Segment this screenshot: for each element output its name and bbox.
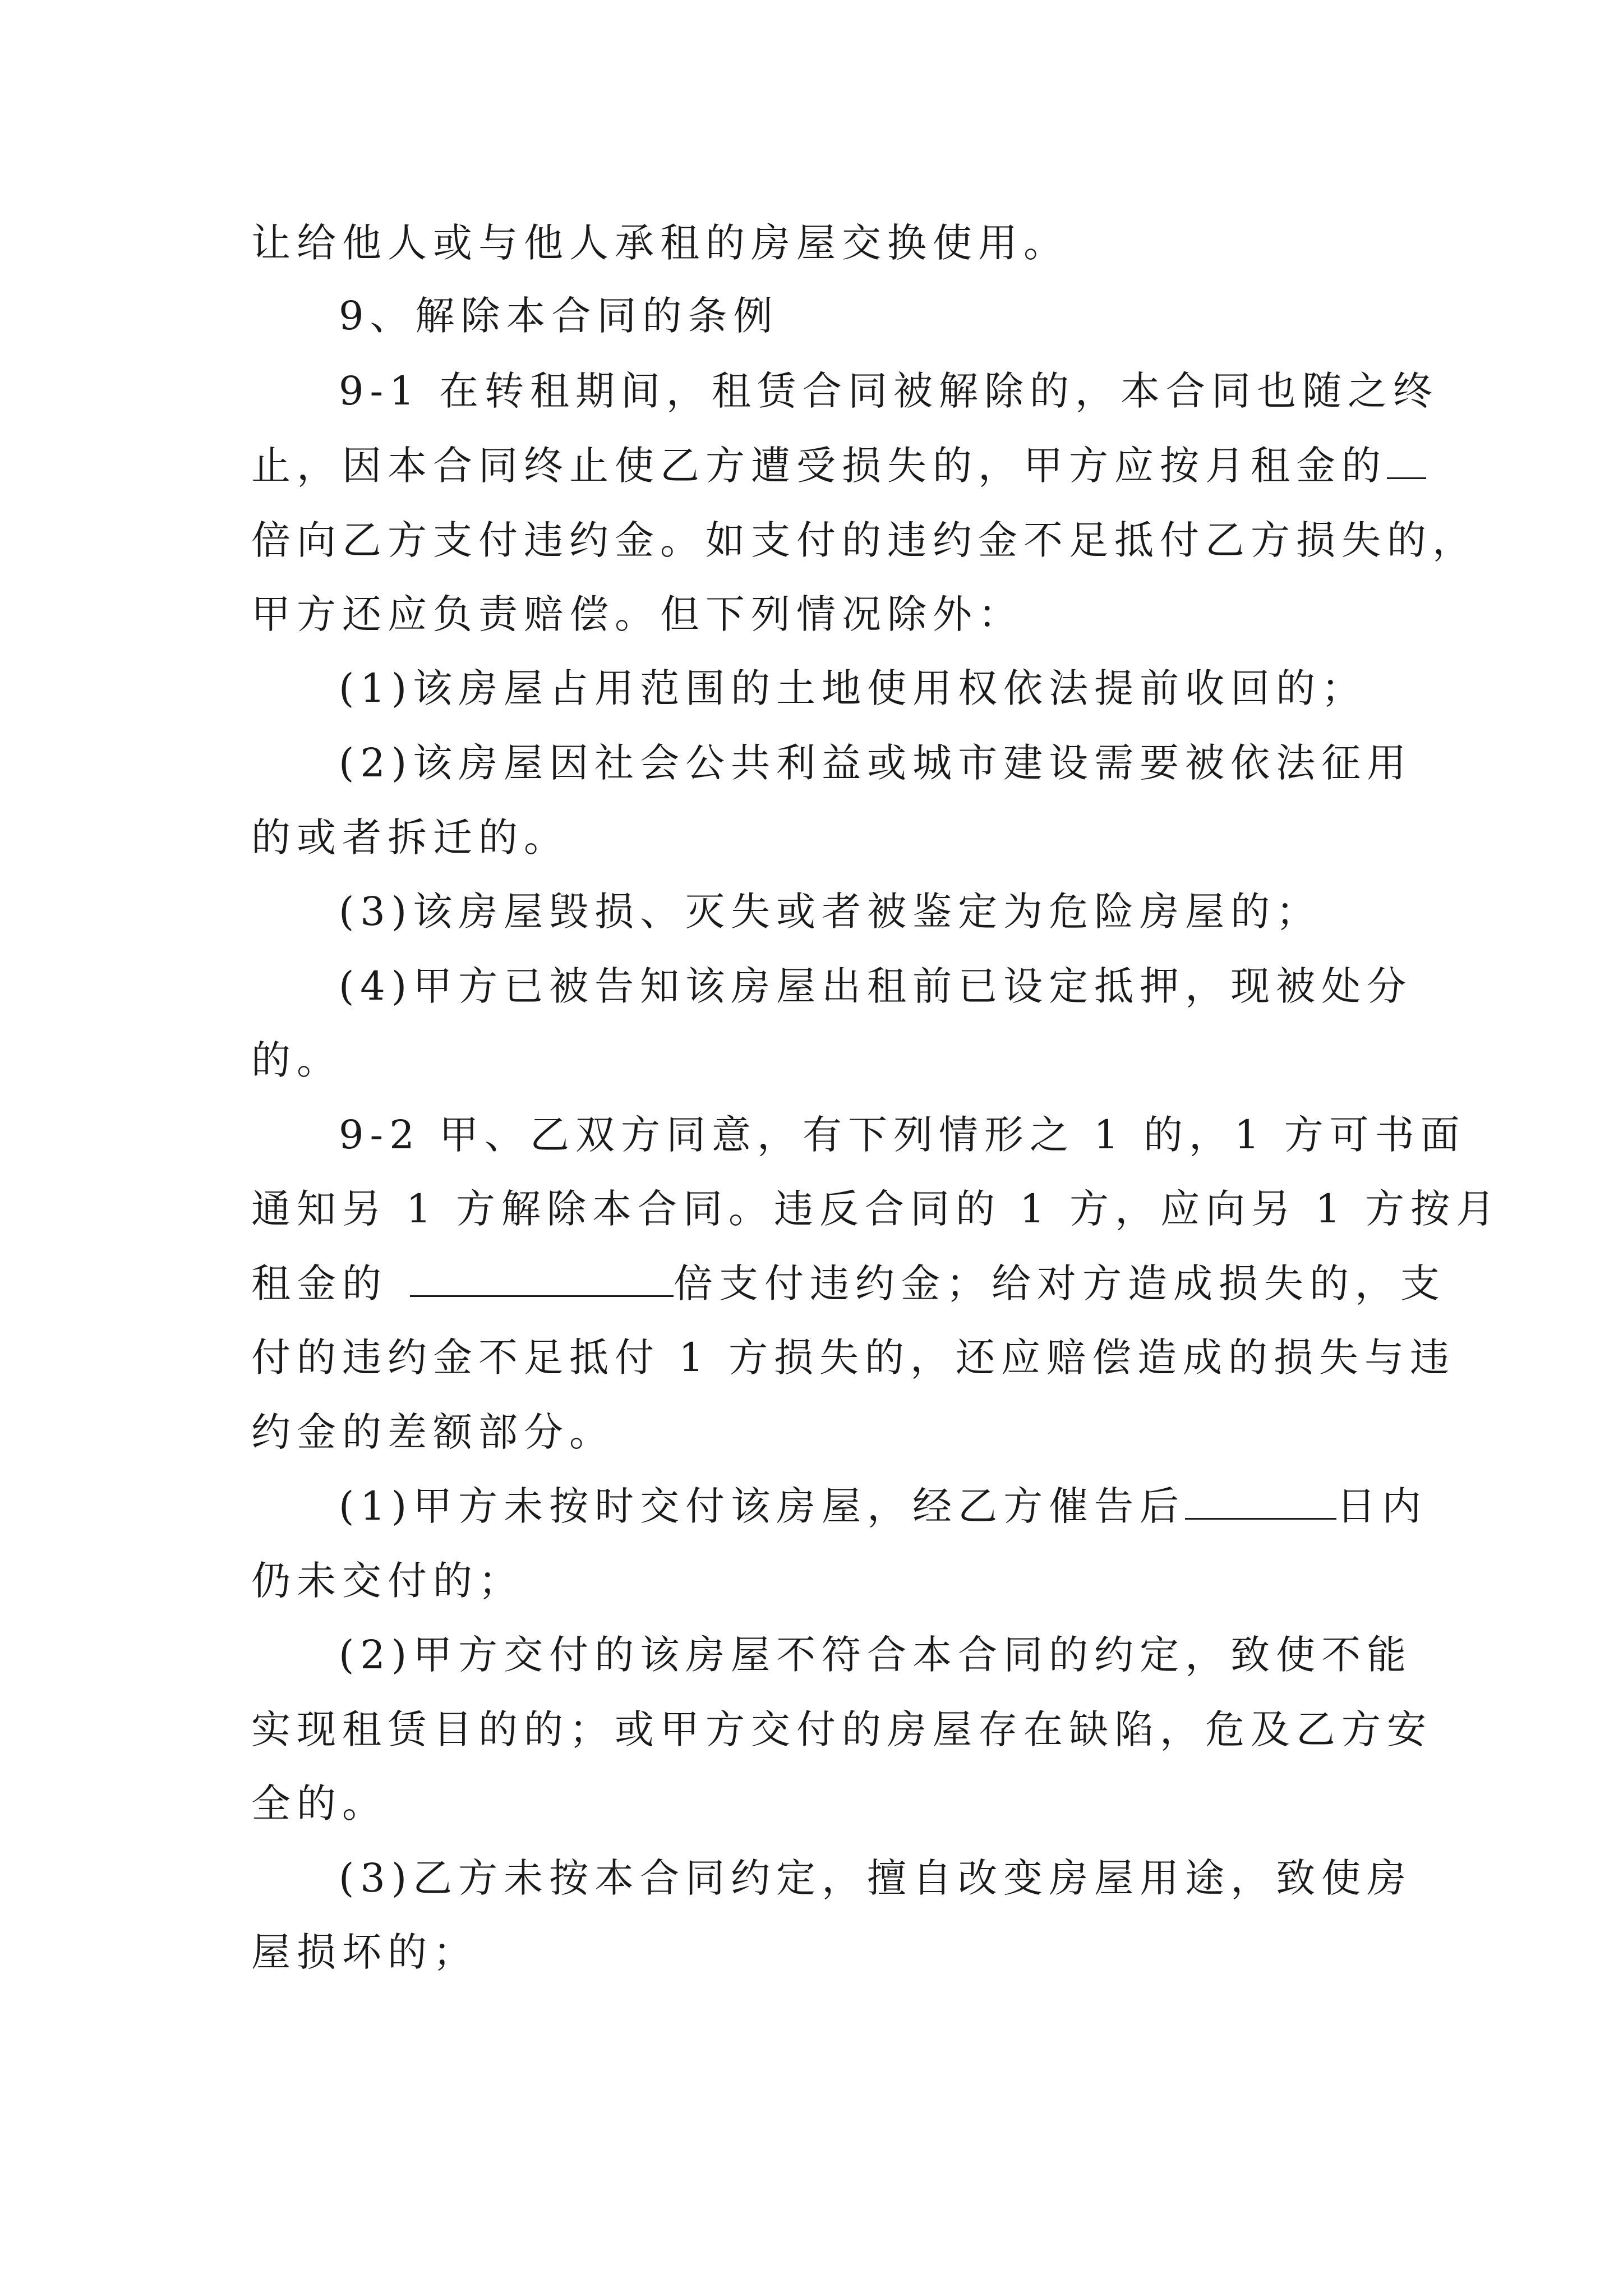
text-segment: 止，因本合同终止使乙方遭受损失的，甲方应按月租金的 [251, 443, 1387, 489]
text-line: 甲方还应负责赔偿。但下列情况除外： [251, 591, 1023, 637]
fill-in-blank [410, 1263, 674, 1297]
text-segment: 日内 [1336, 1483, 1428, 1529]
fill-in-blank [1387, 445, 1426, 479]
text-line: 仍未交付的； [251, 1558, 524, 1604]
text-line: 9-1 在转租期间，租赁合同被解除的，本合同也随之终 [339, 368, 1438, 414]
list-item: (2)该房屋因社会公共利益或城市建设需要被依法征用 [339, 740, 1413, 786]
section-heading: 9、解除本合同的条例 [339, 293, 779, 339]
list-item: (1)该房屋占用范围的土地使用权依法提前收回的； [339, 665, 1367, 711]
text-line: 实现租赁目的的；或甲方交付的房屋存在缺陷，危及乙方安 [251, 1706, 1432, 1752]
fill-in-blank [1185, 1485, 1336, 1520]
text-line: 9-2 甲、乙双方同意，有下列情形之 1 的，1 方可书面 [339, 1112, 1466, 1158]
text-line [251, 1258, 1446, 1309]
text-line [251, 440, 1426, 491]
list-item: (2)甲方交付的该房屋不符合本合同的约定，致使不能 [339, 1632, 1413, 1678]
text-line: 的或者拆迁的。 [251, 815, 569, 861]
text-line: 通知另 1 方解除本合同。违反合同的 1 方，应向另 1 方按月 [251, 1186, 1502, 1232]
text-segment: 倍支付违约金；给对方造成损失的，支 [674, 1260, 1446, 1306]
text-line: 的。 [251, 1037, 342, 1083]
list-item: (3)乙方未按本合同约定，擅自改变房屋用途，致使房 [339, 1855, 1413, 1901]
text-segment: (1)甲方未按时交付该房屋，经乙方催告后 [339, 1483, 1186, 1529]
text-line: 让给他人或与他人承租的房屋交换使用。 [251, 220, 1069, 266]
text-segment: 租金的 [251, 1260, 388, 1306]
text-line: 屋损坏的； [251, 1929, 478, 1975]
text-line: 付的违约金不足抵付 1 方损失的，还应赔偿造成的损失与违 [251, 1335, 1456, 1381]
text-line: 倍向乙方支付违约金。如支付的违约金不足抵付乙方损失的， [251, 517, 1478, 563]
list-item: (3)该房屋毁损、灭失或者被鉴定为危险房屋的； [339, 889, 1322, 935]
list-item [339, 1481, 1427, 1531]
text-line: 约金的差额部分。 [251, 1409, 615, 1455]
text-line: 全的。 [251, 1780, 388, 1826]
list-item: (4)甲方已被告知该房屋出租前已设定抵押，现被处分 [339, 963, 1413, 1009]
